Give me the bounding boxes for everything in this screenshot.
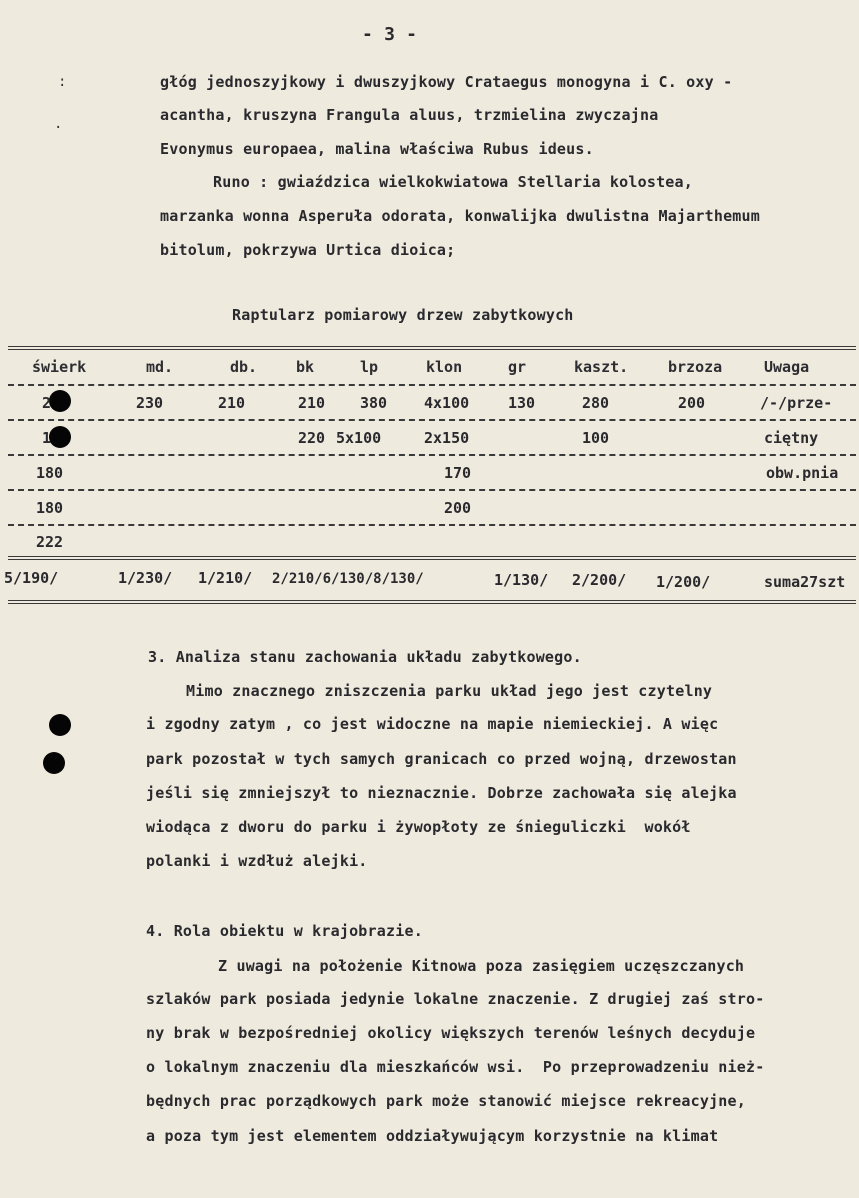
paragraph-line: polanki i wzdłuż alejki. — [146, 852, 368, 870]
table-cell: 210 — [298, 394, 326, 412]
summary-cell: 1/230/ — [118, 569, 173, 587]
section-heading: 3. Analiza stanu zachowania układu zabytkowego. — [148, 648, 582, 666]
table-cell: 280 — [582, 394, 610, 412]
table-title: Raptularz pomiarowy drzew zabytkowych — [232, 306, 574, 324]
table-rule — [8, 600, 856, 604]
table-header: kaszt. — [574, 358, 629, 376]
table-cell: obw.pnia — [766, 464, 839, 482]
table-cell: 200 — [444, 499, 472, 517]
punch-hole — [49, 714, 71, 736]
summary-cell: 2/200/ — [572, 571, 627, 589]
table-rule — [8, 489, 856, 491]
table-cell: 230 — [136, 394, 164, 412]
summary-cell: 1/200/ — [656, 573, 711, 591]
table-cell: 200 — [678, 394, 706, 412]
table-rule — [8, 524, 856, 526]
table-header: gr — [508, 358, 527, 376]
table-header: Uwaga — [764, 358, 810, 376]
table-cell: 180 — [36, 464, 64, 482]
table-rule — [8, 384, 856, 386]
table-cell: 180 — [36, 499, 64, 517]
section-heading: 4. Rola obiektu w krajobrazie. — [146, 922, 423, 940]
table-header: brzoza — [668, 358, 723, 376]
table-cell: 1 — [42, 429, 52, 447]
table-rule — [8, 419, 856, 421]
margin-mark: . — [54, 116, 63, 132]
table-rule — [8, 454, 856, 456]
paragraph-line: ny brak w bezpośredniej okolicy większych terenów leśnych decyduje — [146, 1024, 756, 1042]
paragraph-line: wiodąca z dworu do parku i żywopłoty ze śnieguliczki wokół — [146, 818, 691, 836]
table-header: świerk — [32, 358, 87, 376]
page-number: - 3 - — [362, 24, 418, 45]
table-header: bk — [296, 358, 315, 376]
table-header: lp — [360, 358, 379, 376]
table-header: db. — [230, 358, 258, 376]
table-cell: 380 — [360, 394, 388, 412]
summary-cell: 1/130/ — [494, 571, 549, 589]
paragraph-line: głóg jednoszyjkowy i dwuszyjkowy Crataegus monogyna i C. oxy - — [160, 73, 733, 91]
paragraph-line: marzanka wonna Asperuła odorata, konwalijka dwulistna Majarthemum — [160, 207, 760, 225]
punch-hole — [43, 752, 65, 774]
paragraph-line: bitolum, pokrzywa Urtica dioica; — [160, 241, 456, 259]
paragraph-line: a poza tym jest elementem oddziaływującym korzystnie na klimat — [146, 1127, 719, 1145]
table-cell: 100 — [582, 429, 610, 447]
table-cell: ciętny — [764, 429, 819, 447]
table-header: md. — [146, 358, 174, 376]
punch-hole — [49, 426, 71, 448]
paragraph-line: acantha, kruszyna Frangula aluus, trzmielina zwyczajna — [160, 106, 659, 124]
table-cell: 2 — [42, 394, 52, 412]
table-rule — [8, 556, 856, 560]
table-cell: 220 — [298, 429, 326, 447]
table-cell: 222 — [36, 533, 64, 551]
paragraph-line: będnych prac porządkowych park może stanowić miejsce rekreacyjne, — [146, 1092, 746, 1110]
paragraph-line: szlaków park posiada jedynie lokalne znaczenie. Z drugiej zaś stro- — [146, 990, 765, 1008]
table-cell: 2x150 — [424, 429, 470, 447]
punch-hole — [49, 390, 71, 412]
paragraph-line: park pozostał w tych samych granicach co przed wojną, drzewostan — [146, 750, 737, 768]
margin-mark: : — [58, 74, 67, 90]
paragraph-line: jeśli się zmniejszył to nieznacznie. Dobrze zachowała się alejka — [146, 784, 737, 802]
paragraph-line: Z uwagi na położenie Kitnowa poza zasięgiem uczęszczanych — [218, 957, 745, 975]
summary-cell: 5/190/ — [4, 569, 59, 587]
table-cell: 5x100 — [336, 429, 382, 447]
table-cell: 170 — [444, 464, 472, 482]
table-cell: /-/prze- — [760, 394, 833, 412]
table-rule — [8, 346, 856, 350]
table-header: klon — [426, 358, 463, 376]
paragraph-line: Runo : gwiaździca wielkokwiatowa Stellaria kolostea, — [213, 173, 693, 191]
table-cell: 4x100 — [424, 394, 470, 412]
table-cell: 210 — [218, 394, 246, 412]
paragraph-line: i zgodny zatym , co jest widoczne na mapie niemieckiej. A więc — [146, 715, 719, 733]
paragraph-line: Mimo znacznego zniszczenia parku układ jego jest czytelny — [186, 682, 713, 700]
table-cell: 130 — [508, 394, 536, 412]
summary-cell: suma27szt — [764, 573, 846, 591]
summary-cell: 1/210/ — [198, 569, 253, 587]
paragraph-line: Evonymus europaea, malina właściwa Rubus ideus. — [160, 140, 594, 158]
summary-cell: 2/210/6/130/8/130/ — [272, 571, 424, 587]
paragraph-line: o lokalnym znaczeniu dla mieszkańców wsi. Po przeprowadzeniu nież- — [146, 1058, 765, 1076]
